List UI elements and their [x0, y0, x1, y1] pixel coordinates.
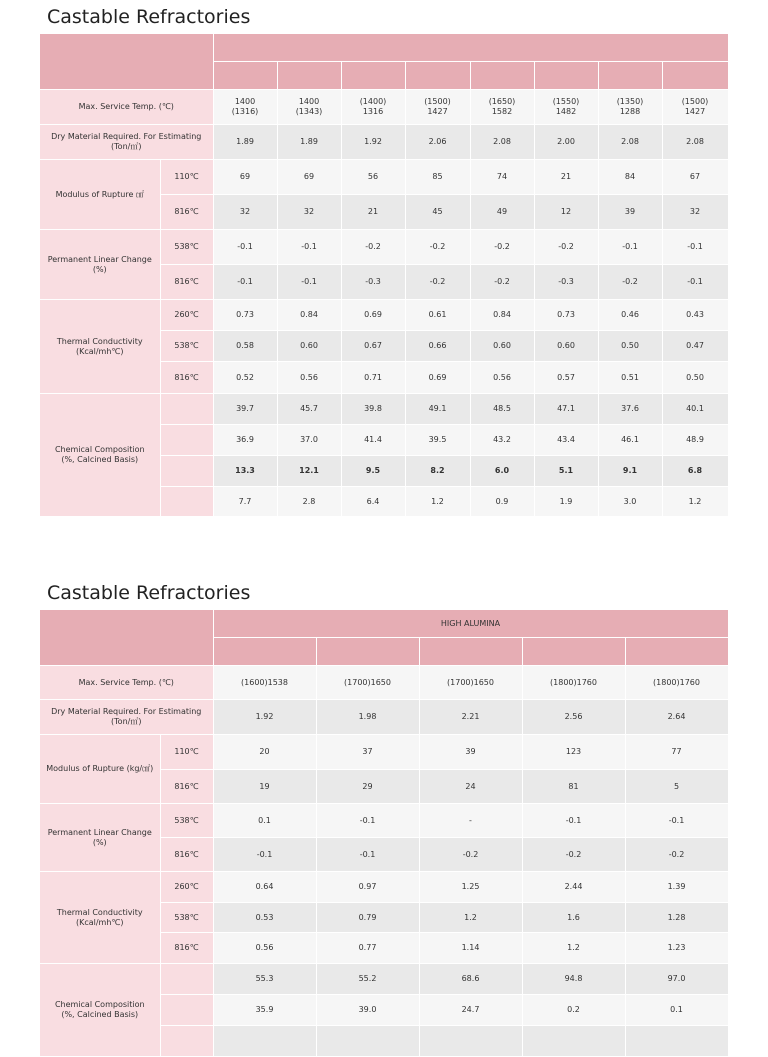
- table-cell: (1700)1650: [419, 666, 522, 700]
- table-cell: 0.60: [470, 331, 534, 362]
- table-cell: -0.1: [213, 838, 316, 872]
- column-header: [277, 62, 341, 90]
- table-cell: 19: [213, 770, 316, 804]
- group-label: Permanent Linear Change (%): [40, 804, 160, 872]
- table-cell: 39: [598, 195, 662, 230]
- table-cell: 2.08: [662, 125, 728, 160]
- table-cell: 1.6: [522, 903, 625, 933]
- table-cell: 68.6: [419, 964, 522, 995]
- column-header: [405, 62, 470, 90]
- table-cell: 1.9: [534, 487, 598, 517]
- table-cell: 0.79: [316, 903, 419, 933]
- table-cell: 24.7: [419, 995, 522, 1026]
- sub-label: 110℃: [160, 735, 213, 770]
- refractory-table-1: [40, 34, 729, 517]
- table-cell: 49: [470, 195, 534, 230]
- table-cell: 0.51: [598, 362, 662, 394]
- sub-label: 538℃: [160, 804, 213, 838]
- table-cell: 43.4: [534, 425, 598, 456]
- table-cell: [419, 1026, 522, 1057]
- table-cell: 0.67: [341, 331, 405, 362]
- table-cell: [213, 1026, 316, 1057]
- table-cell: 9.1: [598, 456, 662, 487]
- table-cell: -0.1: [598, 230, 662, 265]
- table-cell: -0.2: [405, 265, 470, 300]
- sub-label: 816℃: [160, 933, 213, 964]
- table-cell: -0.1: [625, 804, 728, 838]
- table-cell: 2.64: [625, 700, 728, 735]
- table-cell: 0.2: [522, 995, 625, 1026]
- table-row: [40, 872, 728, 903]
- table-cell: -0.1: [316, 804, 419, 838]
- row-label: Dry Material Required. For Estimating (Ton/㎥): [40, 700, 213, 735]
- table-cell: -0.2: [534, 230, 598, 265]
- table-cell: -0.1: [662, 230, 728, 265]
- table-cell: 0.1: [213, 804, 316, 838]
- table-cell: 39.8: [341, 394, 405, 425]
- table-cell: 39.7: [213, 394, 277, 425]
- table-row: [40, 394, 728, 425]
- table-cell: 36.9: [213, 425, 277, 456]
- table-cell: 0.71: [341, 362, 405, 394]
- table-cell: 45: [405, 195, 470, 230]
- table-cell: 81: [522, 770, 625, 804]
- table-cell: -: [419, 804, 522, 838]
- table-cell: -0.1: [316, 838, 419, 872]
- table-cell: 1.92: [341, 125, 405, 160]
- sub-label: 260℃: [160, 300, 213, 331]
- group-label: Thermal Conductivity (Kcal/mh℃): [40, 300, 160, 394]
- table-cell: 2.56: [522, 700, 625, 735]
- table-cell: 0.84: [277, 300, 341, 331]
- table-cell: 1.89: [213, 125, 277, 160]
- refractory-table-2: [40, 610, 729, 1057]
- table-cell: [625, 1026, 728, 1057]
- table-cell: 48.5: [470, 394, 534, 425]
- group-label: Thermal Conductivity (Kcal/mh℃): [40, 872, 160, 964]
- table-row: [40, 230, 728, 265]
- column-header: [316, 638, 419, 666]
- table-row: [40, 804, 728, 838]
- sub-label: [160, 995, 213, 1026]
- table-cell: [522, 1026, 625, 1057]
- table-cell: 32: [277, 195, 341, 230]
- table-cell: 0.69: [341, 300, 405, 331]
- table-cell: 24: [419, 770, 522, 804]
- table-cell: -0.1: [277, 230, 341, 265]
- table-cell: 1.14: [419, 933, 522, 964]
- table-cell: -0.1: [213, 230, 277, 265]
- table-cell: -0.2: [419, 838, 522, 872]
- table-cell: (1550) 1482: [534, 90, 598, 125]
- column-header: [341, 62, 405, 90]
- column-header: [534, 62, 598, 90]
- sub-label: 538℃: [160, 230, 213, 265]
- table-cell: 1.89: [277, 125, 341, 160]
- table-cell: 32: [662, 195, 728, 230]
- sub-label: 816℃: [160, 838, 213, 872]
- table-cell: (1650) 1582: [470, 90, 534, 125]
- table-cell: -0.1: [662, 265, 728, 300]
- header-group: HIGH ALUMINA: [213, 610, 728, 638]
- table-cell: 0.77: [316, 933, 419, 964]
- sub-label: [160, 394, 213, 425]
- column-header: [470, 62, 534, 90]
- sub-label: 816℃: [160, 195, 213, 230]
- sub-label: [160, 964, 213, 995]
- table-cell: 41.4: [341, 425, 405, 456]
- column-header: [213, 62, 277, 90]
- table-cell: (1700)1650: [316, 666, 419, 700]
- table2-title: Castable Refractories: [47, 582, 251, 604]
- table-cell: 48.9: [662, 425, 728, 456]
- column-header: [598, 62, 662, 90]
- table-cell: 37.0: [277, 425, 341, 456]
- table-cell: 0.61: [405, 300, 470, 331]
- table-cell: 29: [316, 770, 419, 804]
- table-cell: (1400) 1316: [341, 90, 405, 125]
- table-cell: -0.2: [405, 230, 470, 265]
- column-header: [522, 638, 625, 666]
- table-cell: 1400 (1316): [213, 90, 277, 125]
- row-label: Max. Service Temp. (℃): [40, 666, 213, 700]
- sub-label: 260℃: [160, 872, 213, 903]
- table-cell: (1600)1538: [213, 666, 316, 700]
- header-row: [40, 610, 728, 638]
- table1-title: Castable Refractories: [47, 6, 251, 28]
- group-label: Modulus of Rupture ㎠: [40, 160, 160, 230]
- table-cell: (1800)1760: [522, 666, 625, 700]
- table-cell: 0.97: [316, 872, 419, 903]
- table-cell: 77: [625, 735, 728, 770]
- table-row: [40, 300, 728, 331]
- table-cell: 46.1: [598, 425, 662, 456]
- header-corner: [40, 34, 213, 90]
- table-cell: 55.3: [213, 964, 316, 995]
- table-cell: 37.6: [598, 394, 662, 425]
- group-label: Modulus of Rupture (kg/㎠): [40, 735, 160, 804]
- table-cell: -0.2: [341, 230, 405, 265]
- table-cell: 55.2: [316, 964, 419, 995]
- table-cell: 67: [662, 160, 728, 195]
- table-cell: 0.56: [470, 362, 534, 394]
- table-cell: (1350) 1288: [598, 90, 662, 125]
- table-cell: -0.1: [277, 265, 341, 300]
- table-cell: 32: [213, 195, 277, 230]
- table-cell: 0.9: [470, 487, 534, 517]
- table-cell: 0.73: [213, 300, 277, 331]
- table-cell: 20: [213, 735, 316, 770]
- table-row: [40, 90, 728, 125]
- column-header: [419, 638, 522, 666]
- table-cell: 45.7: [277, 394, 341, 425]
- table-cell: 5.1: [534, 456, 598, 487]
- table-cell: 2.06: [405, 125, 470, 160]
- table-cell: -0.3: [534, 265, 598, 300]
- table-cell: -0.2: [598, 265, 662, 300]
- table-cell: -0.2: [470, 230, 534, 265]
- table-cell: 0.50: [598, 331, 662, 362]
- table-cell: 1.2: [405, 487, 470, 517]
- table-cell: 3.0: [598, 487, 662, 517]
- table-cell: 1.25: [419, 872, 522, 903]
- table-cell: 2.08: [470, 125, 534, 160]
- column-header: [662, 62, 728, 90]
- table-cell: 0.56: [213, 933, 316, 964]
- column-header: [213, 638, 316, 666]
- table-cell: 49.1: [405, 394, 470, 425]
- header-row: [40, 34, 728, 62]
- header-corner: [40, 610, 213, 666]
- table-cell: 74: [470, 160, 534, 195]
- table-cell: 0.58: [213, 331, 277, 362]
- table-cell: 1400 (1343): [277, 90, 341, 125]
- table-cell: 1.39: [625, 872, 728, 903]
- table-cell: 2.8: [277, 487, 341, 517]
- sub-label: 538℃: [160, 903, 213, 933]
- table-cell: 39: [419, 735, 522, 770]
- table-cell: 1.28: [625, 903, 728, 933]
- table-cell: 2.00: [534, 125, 598, 160]
- table-cell: 12.1: [277, 456, 341, 487]
- table-cell: 0.66: [405, 331, 470, 362]
- row-label: Dry Material Required. For Estimating (Ton/㎥): [40, 125, 213, 160]
- table-cell: 0.73: [534, 300, 598, 331]
- table-cell: 0.57: [534, 362, 598, 394]
- table-cell: 39.0: [316, 995, 419, 1026]
- table-cell: 40.1: [662, 394, 728, 425]
- group-label: Chemical Composition (%, Calcined Basis): [40, 964, 160, 1057]
- table-cell: 0.56: [277, 362, 341, 394]
- table-cell: (1800)1760: [625, 666, 728, 700]
- table-cell: 7.7: [213, 487, 277, 517]
- table-cell: -0.3: [341, 265, 405, 300]
- sub-label: 538℃: [160, 331, 213, 362]
- table-cell: 0.84: [470, 300, 534, 331]
- table-cell: 97.0: [625, 964, 728, 995]
- table-cell: 6.0: [470, 456, 534, 487]
- table-cell: 0.1: [625, 995, 728, 1026]
- group-label: Permanent Linear Change (%): [40, 230, 160, 300]
- sub-label: 816℃: [160, 770, 213, 804]
- table-row: [40, 735, 728, 770]
- table-cell: 1.23: [625, 933, 728, 964]
- table-cell: 0.46: [598, 300, 662, 331]
- table-cell: 39.5: [405, 425, 470, 456]
- sub-label: [160, 425, 213, 456]
- table-cell: 37: [316, 735, 419, 770]
- row-label: Max. Service Temp. (℃): [40, 90, 213, 125]
- table-cell: 0.60: [277, 331, 341, 362]
- table-cell: 9.5: [341, 456, 405, 487]
- table-cell: 12: [534, 195, 598, 230]
- table-cell: 5: [625, 770, 728, 804]
- table-cell: 35.9: [213, 995, 316, 1026]
- table-cell: 84: [598, 160, 662, 195]
- column-header: [625, 638, 728, 666]
- table-cell: 6.4: [341, 487, 405, 517]
- table-cell: 2.08: [598, 125, 662, 160]
- table-cell: 1.98: [316, 700, 419, 735]
- table-cell: 0.50: [662, 362, 728, 394]
- table-row: [40, 125, 728, 160]
- table-row: [40, 700, 728, 735]
- table-cell: 21: [341, 195, 405, 230]
- table-cell: 13.3: [213, 456, 277, 487]
- table-cell: 0.69: [405, 362, 470, 394]
- table-cell: (1500) 1427: [662, 90, 728, 125]
- sub-label: 816℃: [160, 265, 213, 300]
- sub-label: 110℃: [160, 160, 213, 195]
- table-cell: (1500) 1427: [405, 90, 470, 125]
- table-cell: 0.60: [534, 331, 598, 362]
- table-cell: 1.2: [662, 487, 728, 517]
- table-cell: -0.2: [522, 838, 625, 872]
- sub-label: [160, 456, 213, 487]
- sub-label: 816℃: [160, 362, 213, 394]
- header-group: [213, 34, 728, 62]
- table-cell: 6.8: [662, 456, 728, 487]
- table-cell: 0.52: [213, 362, 277, 394]
- table-cell: 1.2: [522, 933, 625, 964]
- table-cell: 0.53: [213, 903, 316, 933]
- sub-label: [160, 1026, 213, 1057]
- table-cell: 43.2: [470, 425, 534, 456]
- table-cell: -0.1: [213, 265, 277, 300]
- table-row: [40, 964, 728, 995]
- table-cell: 69: [213, 160, 277, 195]
- table-cell: 2.44: [522, 872, 625, 903]
- table-cell: -0.1: [522, 804, 625, 838]
- table-cell: 0.47: [662, 331, 728, 362]
- table-cell: -0.2: [470, 265, 534, 300]
- group-label: Chemical Composition (%, Calcined Basis): [40, 394, 160, 517]
- table-cell: 69: [277, 160, 341, 195]
- table-row: [40, 666, 728, 700]
- table-cell: 56: [341, 160, 405, 195]
- table-row: [40, 160, 728, 195]
- table-cell: 8.2: [405, 456, 470, 487]
- table-cell: 94.8: [522, 964, 625, 995]
- table-cell: 47.1: [534, 394, 598, 425]
- table-cell: 123: [522, 735, 625, 770]
- sub-label: [160, 487, 213, 517]
- table-cell: 0.43: [662, 300, 728, 331]
- table-cell: [316, 1026, 419, 1057]
- table-cell: -0.2: [625, 838, 728, 872]
- table-cell: 1.2: [419, 903, 522, 933]
- table-cell: 21: [534, 160, 598, 195]
- table-cell: 1.92: [213, 700, 316, 735]
- table-cell: 85: [405, 160, 470, 195]
- table-cell: 0.64: [213, 872, 316, 903]
- table-cell: 2.21: [419, 700, 522, 735]
